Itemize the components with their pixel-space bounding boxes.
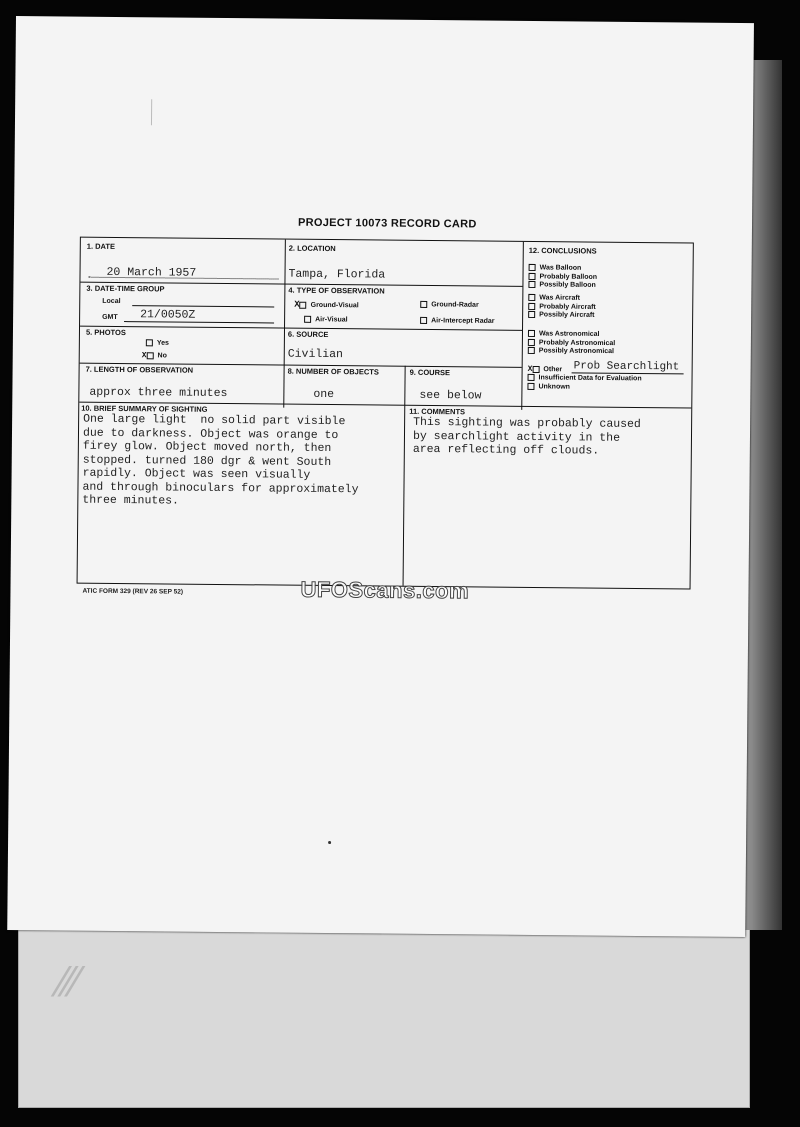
gmt-label: GMT (102, 313, 118, 321)
local-label: Local (102, 297, 121, 306)
pencil-mark (151, 99, 152, 125)
location-value: Tampa, Florida (288, 267, 386, 282)
course-label: 9. COURSE (409, 367, 451, 378)
divider (403, 366, 406, 586)
text-line: by searchlight activity in the (412, 429, 621, 445)
record-card-grid (77, 237, 694, 590)
summary-label: 10. BRIEF SUMMARY OF SIGHTING (81, 403, 208, 414)
checkbox-icon (304, 316, 311, 323)
checkbox-icon (420, 301, 427, 308)
checkbox-icon (528, 330, 535, 337)
record-card-page (7, 16, 754, 937)
dtg-label: 3. DATE-TIME GROUP (86, 283, 165, 294)
conclusion-other: X Other (527, 364, 563, 374)
checkbox-icon (528, 311, 535, 318)
ground-visual-option: X Ground-Visual (294, 299, 359, 310)
watermark: UFOScans.com (300, 576, 470, 604)
conclusions-label: 12. CONCLUSIONS (528, 245, 597, 256)
checkbox-icon (527, 383, 534, 390)
checkbox-icon (420, 317, 427, 324)
conclusion-unknown: Unknown (527, 383, 570, 391)
checkbox-icon (146, 339, 153, 346)
air-intercept-option: Air-Intercept Radar (420, 317, 494, 325)
length-value: approx three minutes (89, 385, 228, 401)
text-line: stopped. turned 180 dgr & went South (82, 453, 332, 469)
card-title: PROJECT 10073 RECORD CARD (297, 216, 477, 231)
checkbox-icon (528, 302, 535, 309)
number-value: one (313, 387, 335, 402)
local-underline (132, 305, 274, 307)
conclusion-item: Was Astronomical (528, 330, 600, 338)
conclusion-item: Was Balloon (529, 264, 582, 272)
gmt-underline (124, 321, 274, 323)
divider (283, 240, 286, 408)
date-label: 1. DATE (86, 241, 116, 251)
other-mark: X (527, 364, 533, 374)
photos-label: 5. PHOTOS (85, 327, 126, 338)
conclusion-item: Probably Aircraft (528, 302, 596, 310)
photos-yes-option: Yes (146, 339, 169, 347)
divider (521, 242, 524, 410)
photos-no-option: X No (141, 351, 167, 361)
conclusion-item: Possibly Balloon (528, 281, 595, 289)
checkbox-icon (147, 352, 154, 359)
ground-radar-option: Ground-Radar (420, 301, 479, 309)
text-line: due to darkness. Object was orange to (82, 426, 339, 442)
checkbox-icon (300, 301, 307, 308)
date-value: 20 March 1957 (106, 265, 197, 280)
checkbox-icon (528, 347, 535, 354)
checkbox-icon (528, 272, 535, 279)
checkbox-icon (528, 338, 535, 345)
text-line: firey glow. Object moved north, then (82, 439, 332, 456)
location-label: 2. LOCATION (288, 243, 336, 254)
length-label: 7. LENGTH OF OBSERVATION (85, 364, 194, 375)
smudge-mark: ⁄⁄⁄ (58, 960, 79, 1006)
text-line: area reflecting off clouds. (412, 442, 600, 458)
gmt-value: 21/0050Z (140, 308, 196, 322)
form-number: ATIC FORM 329 (REV 26 SEP 52) (82, 587, 184, 596)
conclusion-item: Was Aircraft (528, 294, 580, 302)
checkbox-icon (528, 294, 535, 301)
text-line: One large light no solid part visible (83, 412, 346, 429)
comments-label: 11. COMMENTS (409, 406, 466, 417)
checkbox-icon (528, 281, 535, 288)
source-value: Civilian (287, 347, 344, 362)
conclusion-item: Possibly Astronomical (528, 347, 614, 355)
air-visual-option: Air-Visual (304, 316, 348, 324)
checkbox-icon (528, 374, 535, 381)
conclusion-insufficient: Insufficient Data for Evaluation (528, 374, 642, 382)
paper-speck (328, 841, 331, 844)
checkbox-icon (532, 366, 539, 373)
other-value: Prob Searchlight (573, 360, 680, 374)
course-value: see below (419, 388, 482, 403)
text-line: This sighting was probably caused (413, 415, 641, 432)
text-line: rapidly. Object was seen visually (82, 466, 311, 482)
conclusion-item: Possibly Aircraft (528, 311, 594, 319)
obs-type-label: 4. TYPE OF OBSERVATION (288, 285, 385, 296)
checkbox-icon (529, 264, 536, 271)
conclusion-item: Probably Balloon (528, 272, 597, 280)
source-label: 6. SOURCE (287, 329, 329, 340)
number-label: 8. NUMBER OF OBJECTS (287, 366, 379, 377)
conclusion-item: Probably Astronomical (528, 338, 615, 346)
ground-visual-mark: X (294, 299, 300, 310)
text-line: and through binoculars for approximately (82, 480, 359, 496)
text-line: three minutes. (82, 493, 180, 508)
photos-no-mark: X (141, 351, 147, 361)
